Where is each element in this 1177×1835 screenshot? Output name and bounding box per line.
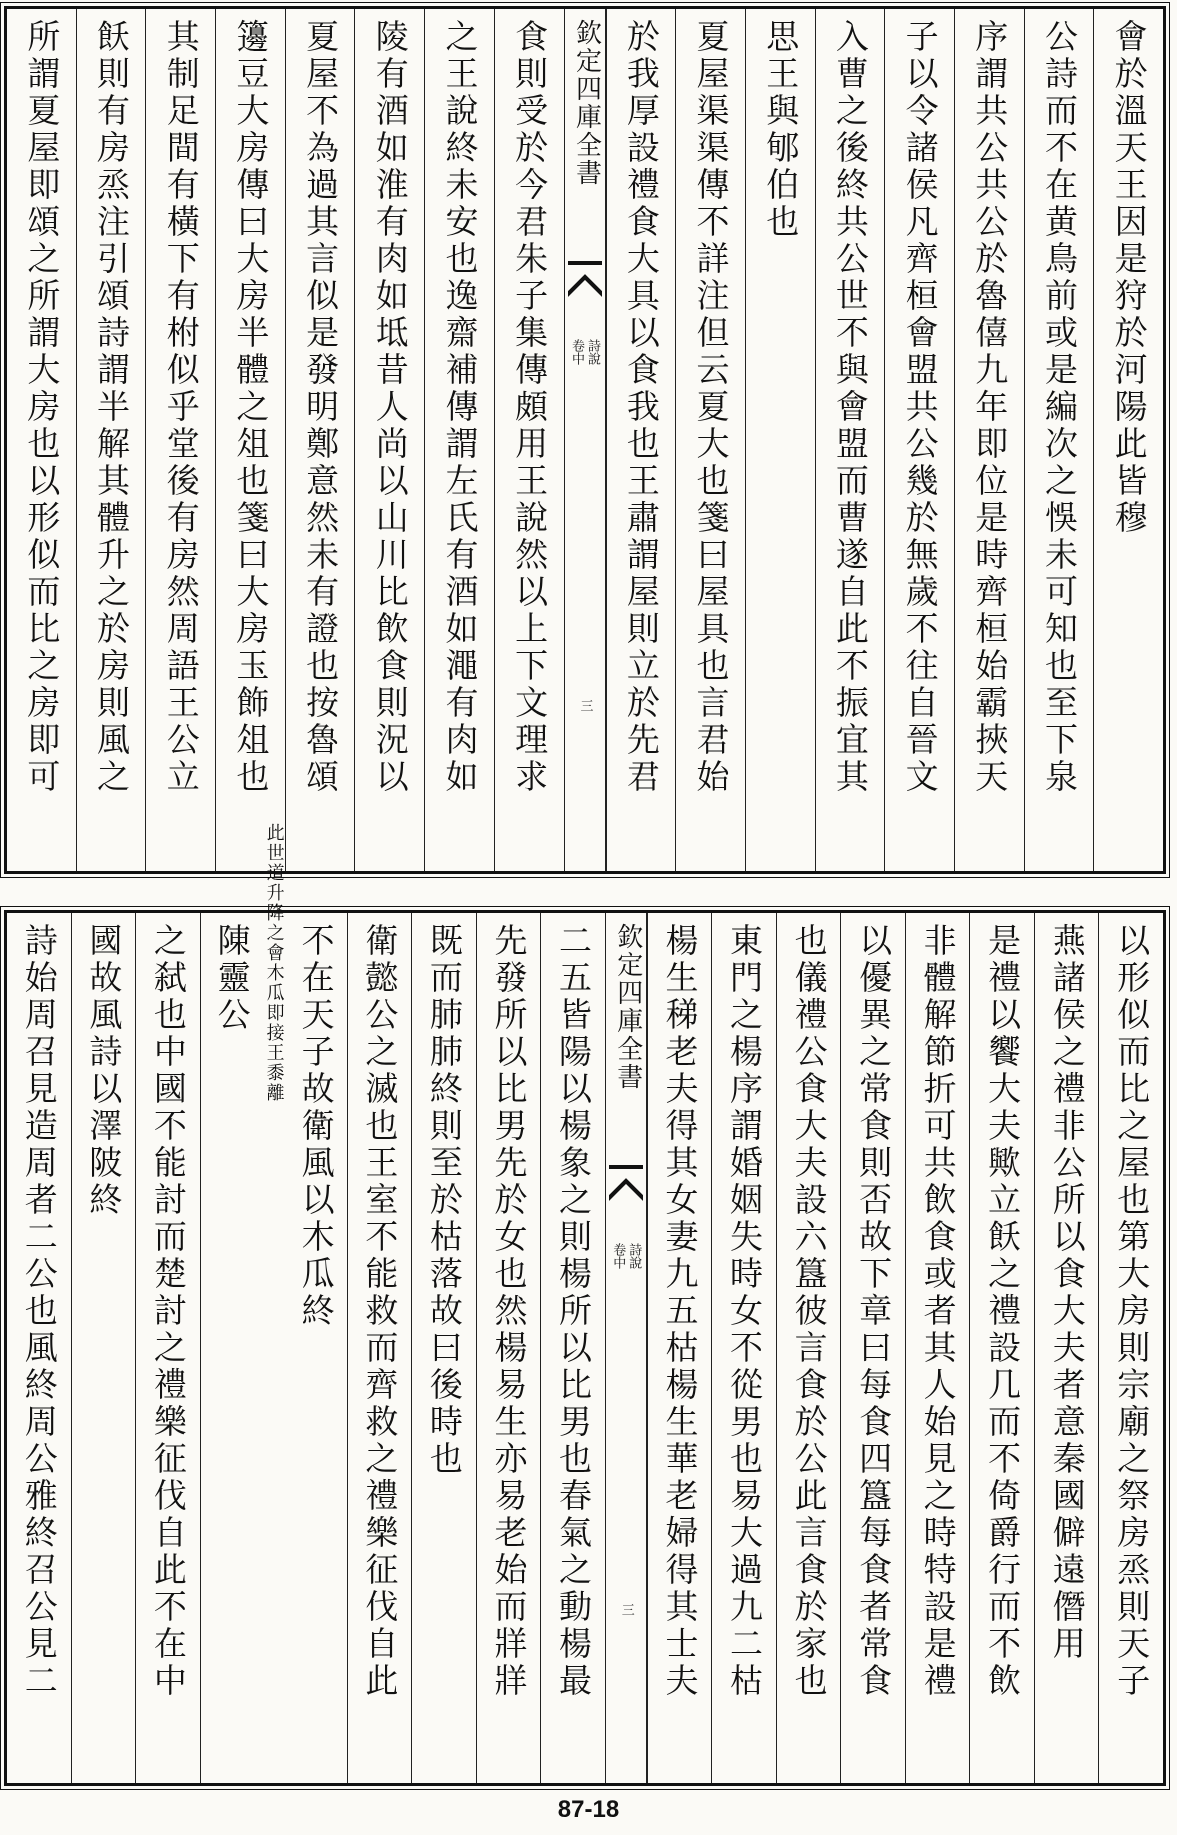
banner-title: 欽定四庫全書 bbox=[612, 923, 643, 1091]
interlinear-note-right: 木瓜即接王黍離 bbox=[263, 963, 285, 1103]
fish-tail-ornament bbox=[609, 1165, 643, 1215]
text-column: 子以令諸侯凡齊桓會盟共公幾於無歲不往自晉文 bbox=[884, 9, 954, 871]
text-column: 楊生稊老夫得其女妻九五枯楊生華老婦得其士夫 bbox=[647, 913, 712, 1783]
text-column: 也儀禮公食大夫設六簋彼言食於公此言食於家也 bbox=[776, 913, 841, 1783]
text-column: 夏屋渠渠傳不詳注但云夏大也箋曰屋具也言君始 bbox=[675, 9, 745, 871]
banner-title: 欽定四庫全書 bbox=[571, 19, 602, 187]
text-column: 之弑也中國不能討而楚討之禮樂征伐自此不在中 bbox=[135, 913, 200, 1783]
text-column: 籩豆大房傳曰大房半體之俎也箋曰大房玉飾俎也 bbox=[215, 9, 285, 871]
upper-page bbox=[4, 6, 1166, 874]
folio-number: 三 bbox=[577, 699, 593, 712]
center-banner bbox=[605, 913, 647, 1783]
lower-page bbox=[4, 823, 1166, 1786]
text-column: 以形似而比之屋也第大房則宗廟之祭房烝則天子 bbox=[1098, 913, 1163, 1783]
page-number: 87-18 bbox=[557, 1796, 620, 1823]
section-book: 詩說 bbox=[626, 1243, 642, 1269]
section-juan: 卷中 bbox=[610, 1243, 626, 1269]
text-column: 衛懿公之滅也王室不能救而齊救之禮樂征伐自此 bbox=[347, 913, 412, 1783]
text-column: 其制足間有橫下有柎似乎堂後有房然周語王公立 bbox=[145, 9, 215, 871]
main-text: 不在天子故衛風以木瓜終 bbox=[296, 923, 336, 1330]
text-column: 夏屋不為過其言似是發明鄭意然未有證也按魯頌 bbox=[285, 9, 355, 871]
text-column: 先發所以比男先於女也然楊易生亦易老始而牂牂 bbox=[476, 913, 541, 1783]
center-banner bbox=[564, 9, 606, 871]
upper-page-columns bbox=[7, 9, 1163, 871]
text-column: 會於溫天王因是狩於河陽此皆穆 bbox=[1093, 9, 1163, 871]
section-label bbox=[565, 339, 605, 409]
text-column: 燕諸侯之禮非公所以食大夫者意秦國僻遠僭用 bbox=[1034, 913, 1099, 1783]
text-column: 公詩而不在黄鳥前或是編次之悞未可知也至下泉 bbox=[1024, 9, 1094, 871]
text-column: 食則受於今君朱子集傳頗用王說然以上下文理求 bbox=[494, 9, 564, 871]
text-column-with-note bbox=[200, 823, 347, 1783]
section-juan: 卷中 bbox=[569, 339, 584, 365]
text-column: 思王與郇伯也 bbox=[745, 9, 815, 871]
text-column: 東門之楊序謂婚姻失時女不從男也易大過九二枯 bbox=[711, 913, 776, 1783]
text-column: 入曹之後終共公世不與會盟而曹遂自此不振宜其 bbox=[815, 9, 885, 871]
text-column: 所謂夏屋即頌之所謂大房也以形似而比之房即可 bbox=[22, 19, 62, 796]
text-column: 陵有酒如淮有肉如坻昔人尚以山川比飲食則況以 bbox=[354, 9, 424, 871]
text-column: 詩始周召見造周者二公也風終周公雅終召公見二 bbox=[19, 923, 59, 1700]
text-column: 是禮以饗大夫歟立飫之禮設几而不倚爵行而不飲 bbox=[969, 913, 1034, 1783]
section-label bbox=[606, 1243, 646, 1313]
text-column: 於我厚設禮食大具以食我也王肅謂屋則立於先君 bbox=[606, 9, 676, 871]
fish-tail-ornament bbox=[568, 261, 602, 311]
text-column: 非體解節折可共飲食或者其人始見之時特設是禮 bbox=[905, 913, 970, 1783]
text-column: 飫則有房烝注引頌詩謂半解其體升之於房則風之 bbox=[76, 9, 146, 871]
text-column: 二五皆陽以楊象之則楊所以比男也春氣之動楊最 bbox=[540, 913, 605, 1783]
text-column: 既而肺肺終則至於枯落故曰後時也 bbox=[411, 913, 476, 1783]
interlinear-note-left: 此世道升降之會 bbox=[263, 823, 285, 963]
main-text-tail: 陳靈公 bbox=[212, 923, 252, 1034]
text-column: 國故風詩以澤陂終 bbox=[71, 913, 136, 1783]
text-column: 序謂共公共公於魯僖九年即位是時齊桓始霸挾天 bbox=[954, 9, 1024, 871]
lower-page-columns bbox=[7, 823, 1163, 1783]
text-column: 之王說終未安也逸齋補傳謂左氏有酒如澠有肉如 bbox=[424, 9, 494, 871]
folio-number: 三 bbox=[618, 1603, 634, 1616]
text-column: 以優異之常食則否故下章曰每食四簋每食者常食 bbox=[840, 913, 905, 1783]
section-book: 詩說 bbox=[585, 339, 600, 365]
